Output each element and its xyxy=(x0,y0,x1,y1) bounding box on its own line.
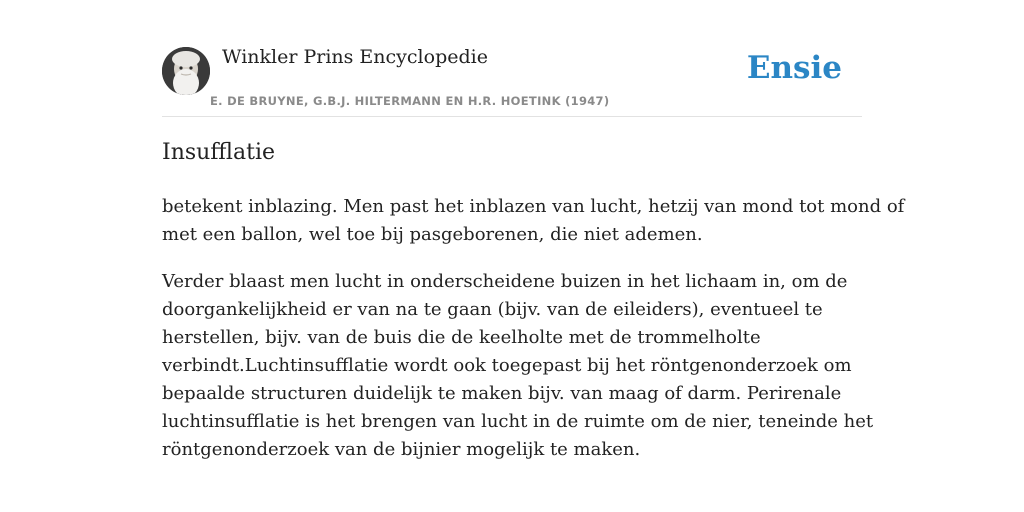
author-portrait-graphic xyxy=(162,47,210,95)
article-body xyxy=(162,193,905,483)
encyclopedia-title[interactable]: Winkler Prins Encyclopedie xyxy=(222,46,488,68)
paragraph-line: verbindt.Luchtinsufflatie wordt ook toegepast bij het röntgenonderzoek om xyxy=(162,355,852,376)
author-portrait-icon xyxy=(162,47,210,95)
brand-logo[interactable]: Ensie xyxy=(746,50,842,86)
article-paragraph-1 xyxy=(162,193,905,249)
article-paragraph-2 xyxy=(162,268,874,464)
paragraph-line: met een ballon, wel toe bij pasgeborenen, die niet ademen. xyxy=(162,224,703,245)
paragraph-line: röntgenonderzoek van de bijnier mogelijk te maken. xyxy=(162,439,641,460)
paragraph-line: herstellen, bijv. van de buis die de keelholte met de trommelholte xyxy=(162,327,761,348)
paragraph-line: betekent inblazing. Men past het inblazen van lucht, hetzij van mond tot mond of xyxy=(162,196,905,217)
authors-byline: E. DE BRUYNE, G.B.J. HILTERMANN EN H.R. HOETINK (1947) xyxy=(210,94,610,108)
paragraph-line: bepaalde structuren duidelijk te maken bijv. van maag of darm. Perirenale xyxy=(162,383,842,404)
paragraph-line: doorgankelijkheid er van na te gaan (bijv. van de eileiders), eventueel te xyxy=(162,299,823,320)
paragraph-line: Verder blaast men lucht in onderscheidene buizen in het lichaam in, om de xyxy=(162,271,848,292)
article-title: Insufflatie xyxy=(162,140,275,165)
paragraph-line: luchtinsufflatie is het brengen van lucht in de ruimte om de nier, teneinde het xyxy=(162,411,874,432)
site-header xyxy=(162,44,862,117)
